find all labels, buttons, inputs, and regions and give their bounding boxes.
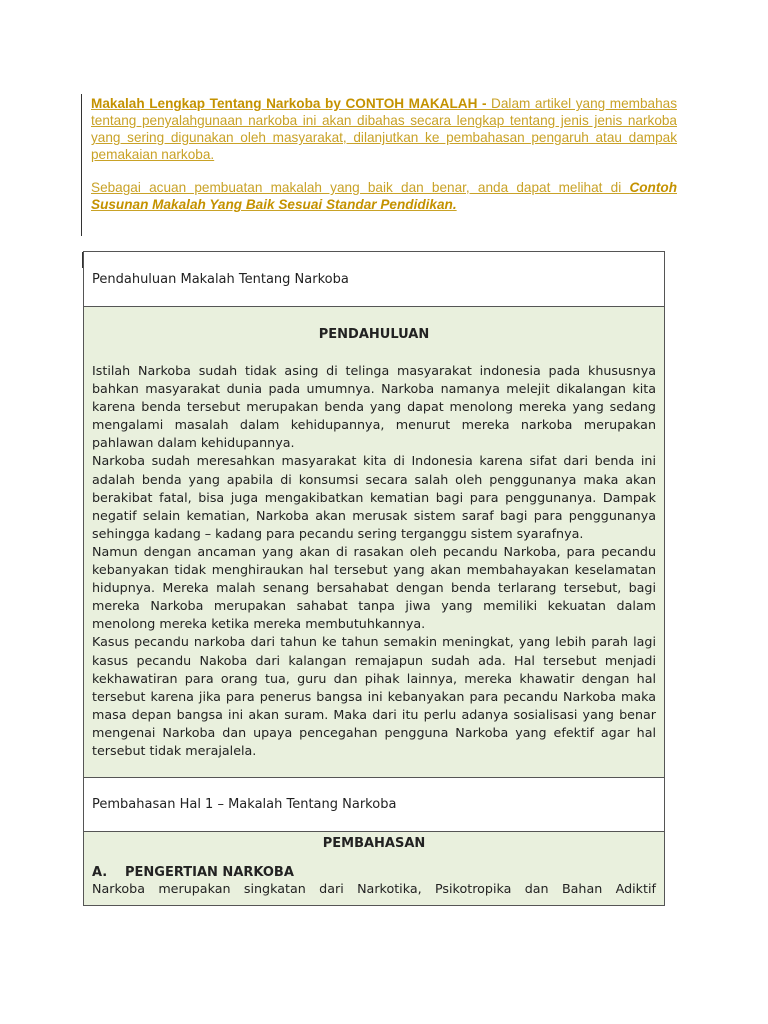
paragraph: Namun dengan ancaman yang akan di rasakan oleh pecandu Narkoba, para pecandu kebanyakan tidak menghiraukan hal tersebut yang akan membahayakan keselamatan hidupnya. Mereka malah senang bersahabat dengan benda terlarang tersebut, bagi mereka Narkoba merupakan sahabat tanpa jiwa yang memiliki kekuatan dalam menolong mereka ketika mereka membutuhkannya. — [92, 543, 656, 632]
intro-block — [91, 95, 677, 229]
paragraph: Kasus pecandu narkoba dari tahun ke tahun semakin meningkat, yang lebih parah lagi kasus pecandu Nakoba dari kalangan remajapun sudah ada. Hal tersebut menjadi kekhawatiran para orang tua, guru dan pihak lainnya, mereka khawatir dengan hal tersebut karena jika para penerus bangsa ini kebanyakan para pecandu Narkoba maka masa depan bangsa ini akan suram. Maka dari itu perlu adanya sosialisasi yang benar mengenai Narkoba dan upaya pencegahan pengguna Narkoba yang efektif agar hal tersebut tidak merajalela. — [92, 634, 656, 758]
section-title: PENDAHULUAN — [318, 327, 430, 342]
article-title-link[interactable]: Makalah Lengkap Tentang Narkoba by CONTOH MAKALAH - — [91, 96, 487, 111]
section-header-label: Pembahasan Hal 1 – Makalah Tentang Narkoba — [92, 797, 397, 812]
intro-text-link[interactable]: Dalam artikel yang membahas tentang penyalahgunaan narkoba ini akan dibahas secara lengkap tentang jenis jenis narkoba yang sering digunakan oleh masyarakat, dilanjutkan ke pembahasan pengaruh atau dampak pemakaian narkoba. — [91, 96, 677, 162]
subsection-title: PENGERTIAN NARKOBA — [125, 865, 294, 880]
section-header-label: Pendahuluan Makalah Tentang Narkoba — [92, 271, 349, 287]
subsection-heading — [92, 865, 656, 880]
section-text — [92, 362, 656, 760]
subsection-number: A. — [92, 865, 108, 880]
text-cursor — [82, 252, 83, 268]
section-header-pembahasan — [84, 778, 664, 832]
intro-paragraph-2 — [91, 179, 677, 213]
content-table — [83, 251, 665, 906]
paragraph: Istilah Narkoba sudah tidak asing di telinga masyarakat indonesia pada khususnya bahkan masyarakat dunia pada umumnya. Narkoba namanya melejit dikalangan kita karena benda tersebut merupakan benda yang dapat menolong mereka yang sedang mengalami masalah dalam kehidupannya, menurut mereka narkoba merupakan pahlawan dalam kehidupannya. — [92, 363, 656, 451]
section-header-pendahuluan — [84, 252, 664, 307]
reference-lead-link[interactable]: Sebagai acuan pembuatan makalah yang baik dan benar, anda dapat melihat di — [91, 180, 630, 195]
section-title: PEMBAHASAN — [322, 836, 426, 851]
section-body-pendahuluan — [84, 307, 664, 778]
section-text: Narkoba merupakan singkatan dari Narkotika, Psikotropika dan Bahan Adiktif — [92, 881, 656, 896]
paragraph: Narkoba sudah meresahkan masyarakat kita di Indonesia karena sifat dari benda ini adalah benda yang apabila di konsumsi secara salah oleh penggunanya maka akan berakibat fatal, bisa juga mengakibatkan kematian bagi para penggunanya. Dampak negatif selain kematian, Narkoba akan merusak sistem saraf bagi para penggunanya sehingga kadang – kadang para pecandu sering terganggu sistem syarafnya. — [92, 453, 656, 541]
section-body-pembahasan — [84, 832, 664, 905]
intro-paragraph-1 — [91, 95, 677, 163]
reference-link[interactable]: Contoh Susunan Makalah Yang Baik Sesuai Standar Pendidikan. — [91, 180, 677, 212]
left-rule — [81, 94, 82, 236]
